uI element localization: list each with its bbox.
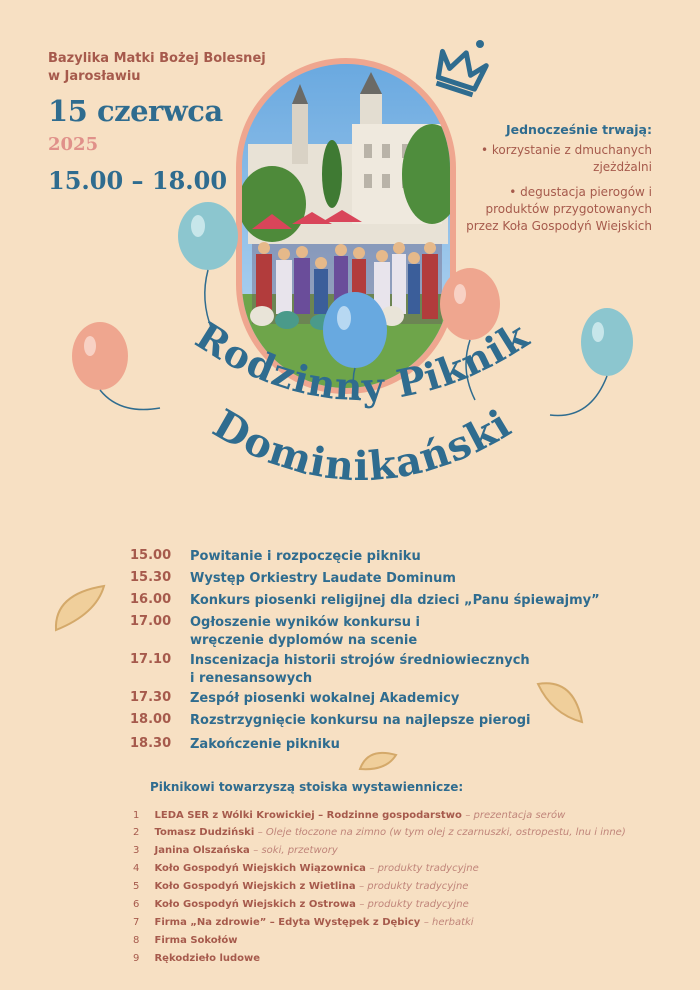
schedule-desc: Ogłoszenie wyników konkursu i wręczenie dyplomów na scenie [190,615,421,648]
stall-number: 5 [133,881,140,892]
event-year: 2025 [48,134,99,155]
event-date: 15 czerwca [48,94,223,128]
schedule-time: 17.10 [130,652,172,667]
stall-product: – soki, przetwory [253,845,338,856]
stall-item [133,953,260,964]
schedule-desc: Inscenizacja historii strojów średniowiecznych i renesansowych [190,653,530,686]
stall-item [133,899,469,910]
schedule-time: 15.30 [130,570,172,585]
stalls-title: Piknikowi towarzyszą stoiska wystawiennicze: [150,780,464,794]
stall-name: Rękodzieło ludowe [154,953,261,964]
schedule-time: 16.00 [130,592,172,607]
stall-name: Koło Gospodyń Wiejskich Wiązownica [154,863,366,874]
also-list [452,142,652,243]
stall-product: – herbatki [423,917,474,928]
pierog-icon [50,580,110,640]
stall-item [133,845,338,856]
schedule-desc: Zespół piosenki wokalnej Akademicy [190,691,460,706]
stall-product: – produkty tradycyjne [359,881,469,892]
schedule-time: 18.30 [130,736,172,751]
schedule-time: 17.30 [130,690,172,705]
also-item: • degustacja pierogów i produktów przygotowanych przez Koła Gospodyń Wiejskich [466,185,652,233]
headline-line2: Dominikański [205,399,520,491]
stall-item [133,810,565,821]
stall-product: – produkty tradycyjne [359,899,469,910]
also-item: • korzystanie z dmuchanych zjeżdżalni [480,143,652,174]
schedule-desc: Powitanie i rozpoczęcie pikniku [190,549,421,564]
svg-text:Dominikański [205,400,519,490]
stall-name: Janina Olszańska [154,845,250,856]
stall-item [133,863,479,874]
svg-text:Rodzinny Piknik [188,312,537,409]
schedule-time: 18.00 [130,712,172,727]
stall-name: Tomasz Dudziński [154,827,255,838]
stall-item [133,827,626,838]
schedule-desc: Rozstrzygnięcie konkursu na najlepsze pierogi [190,713,531,728]
stall-number: 8 [133,935,140,946]
stall-number: 9 [133,953,140,964]
schedule-desc: Konkurs piosenki religijnej dla dzieci „Panu śpiewajmy” [190,593,600,608]
stall-product: – produkty tradycyjne [369,863,479,874]
headline-line1: Rodzinny Piknik [188,312,537,410]
stall-product: – prezentacja serów [465,810,566,821]
stall-number: 7 [133,917,140,928]
also-title: Jednocześnie trwają: [505,122,652,137]
crown-icon [430,38,492,100]
stall-name: Firma Sokołów [154,935,238,946]
stall-name: Koło Gospodyń Wiejskich z Wietlina [154,881,356,892]
stall-name: LEDA SER z Wólki Krowickiej – Rodzinne gospodarstwo [154,810,462,821]
headline [0,270,700,530]
stall-number: 1 [133,810,140,821]
venue [48,50,266,86]
stall-name: Firma „Na zdrowie” – Edyta Występek z Dębicy [154,917,421,928]
stall-number: 4 [133,863,140,874]
stall-item [133,935,237,946]
stall-item [133,881,468,892]
stall-number: 3 [133,845,140,856]
stall-product: – Oleje tłoczone na zimno (w tym olej z czarnuszki, ostropestu, lnu i inne) [257,827,626,838]
stall-number: 2 [133,827,140,838]
schedule-time: 15.00 [130,548,172,563]
schedule-desc: Zakończenie pikniku [190,737,340,752]
stall-number: 6 [133,899,140,910]
stall-item [133,917,474,928]
schedule-time: 17.00 [130,614,172,629]
event-time: 15.00 – 18.00 [48,166,228,195]
schedule-desc: Występ Orkiestry Laudate Dominum [190,571,456,586]
stall-name: Koło Gospodyń Wiejskich z Ostrowa [154,899,356,910]
venue-line2: w Jarosławiu [48,69,141,84]
venue-line1: Bazylika Matki Bożej Bolesnej [48,51,266,66]
